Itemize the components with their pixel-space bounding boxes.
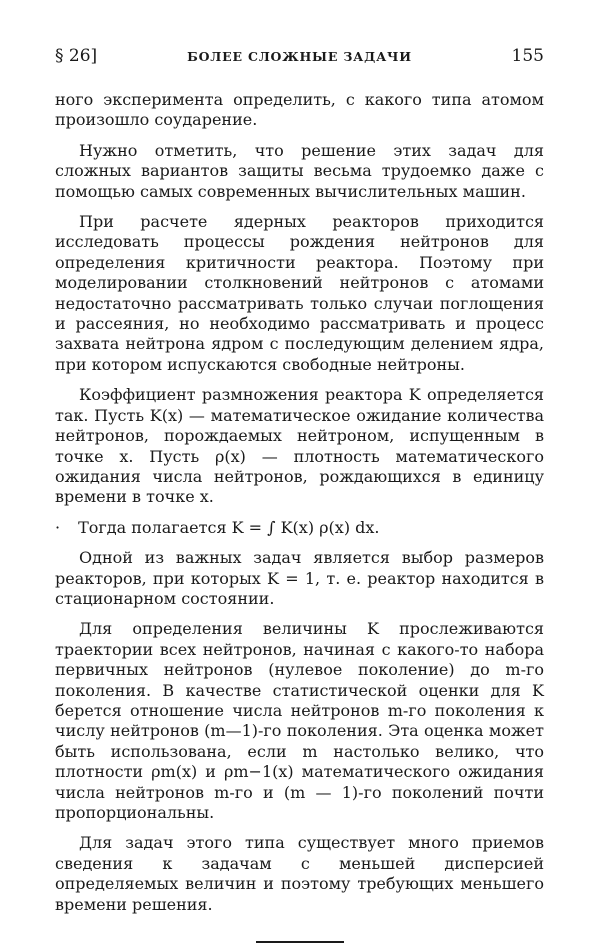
section-end-rule (256, 941, 344, 943)
paragraph-continuation: ного эксперимента определить, с какого типа атомом произошло соударение. (55, 90, 544, 130)
formula-paragraph (55, 518, 544, 538)
paragraph: Коэффициент размножения реактора K определяется так. Пусть K(x) — математическое ожидание количества нейтронов, порождаемых нейтроном, испущенным в точке x. Пусть ρ(x) — плотность математического ожидания числа нейтронов, рождающихся в единицу времени в точке x. (55, 385, 544, 507)
paragraph: При расчете ядерных реакторов приходится исследовать процессы рождения нейтронов для определения критичности реактора. Поэтому при моделировании столкновений нейтронов с атомами недостаточно рассматривать только случаи поглощения и рассеяния, но необходимо рассматривать и процесс захвата нейтрона ядром с последующим делением ядра, при котором испускаются свободные нейтроны. (55, 212, 544, 374)
marginal-mark: · (55, 517, 61, 537)
paragraph: Одной из важных задач является выбор размеров реакторов, при которых K = 1, т. е. реактор находится в стационарном состоянии. (55, 548, 544, 608)
formula-text: Тогда полагается K = ∫ K(x) ρ(x) dx. (78, 517, 380, 537)
section-mark: § 26] (55, 46, 98, 66)
chapter-title: БОЛЕЕ СЛОЖНЫЕ ЗАДАЧИ (187, 49, 412, 64)
page-number: 155 (511, 46, 544, 66)
paragraph: Для определения величины K прослеживаются траектории всех нейтронов, начиная с какого-то набора первичных нейтронов (нулевое поколение) до m-го поколения. В качестве статистической оценки для K берется отношение числа нейтронов m-го поколения к числу нейтронов (m—1)-го поколения. Эта оценка может быть использована, если m настолько велико, что плотности ρm(x) и ρm−1(x) математического ожидания числа нейтронов m-го и (m — 1)-го поколений почти пропорциональны. (55, 619, 544, 822)
running-head (55, 46, 544, 78)
paragraph: Для задач этого типа существует много приемов сведения к задачам с меньшей дисперсией определяемых величин и поэтому требующих меньшего времени решения. (55, 833, 544, 914)
paragraph: Нужно отметить, что решение этих задач для сложных вариантов защиты весьма трудоемко даже с помощью самых современных вычислительных машин. (55, 140, 544, 201)
page-body (55, 90, 544, 915)
